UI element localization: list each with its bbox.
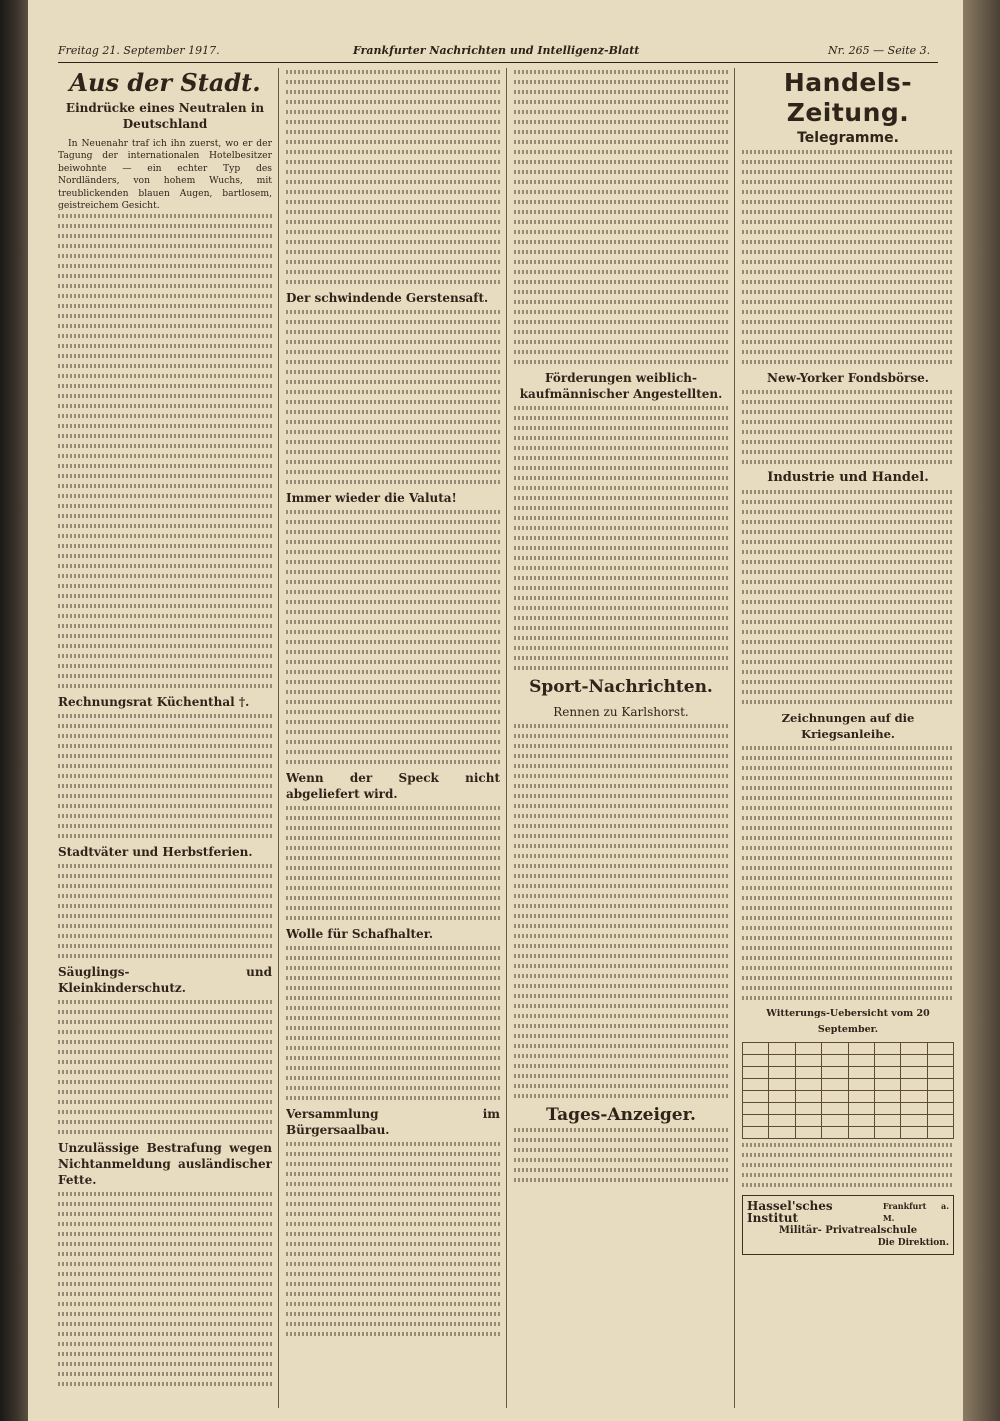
subhead-valuta: Immer wieder die Valuta! xyxy=(286,491,457,505)
kriegsanleihe-heading: Zeichnungen auf die Kriegsanleihe. xyxy=(781,711,915,741)
column-2 xyxy=(286,68,500,1408)
witterung-heading: Witterungs-Uebersicht vom 20 September. xyxy=(766,1008,930,1035)
body-text-15 xyxy=(514,1128,728,1182)
adjacent-page-fragment xyxy=(0,40,26,1400)
subhead-bestrafung: Unzulässige Bestrafung wegen Nichtanmeldung ausländischer Fette. xyxy=(58,1141,272,1188)
body-text-11 xyxy=(286,1142,500,1336)
subhead-wolle: Wolle für Schafhalter. xyxy=(286,927,434,941)
body-text-5 xyxy=(58,1192,272,1386)
article-lead: In Neuenahr traf ich ihn zuerst, wo er der Tagung der internationalen Hotelbesitzer beiwohnte — ein echter Typ des Nordländers, von hohem Wuchs, mit treublickenden blauen Augen, bartlosem, geistreichem Gesicht. xyxy=(58,138,272,212)
newspaper-page xyxy=(28,0,963,1421)
body-text-17 xyxy=(742,490,954,704)
subhead-kuechenthal: Rechnungsrat Küchenthal †. xyxy=(58,695,250,710)
section-title: Aus der Stadt. xyxy=(69,68,261,97)
fondsboerse-heading: New-Yorker Fondsbörse. xyxy=(767,371,929,385)
body-text-14 xyxy=(514,724,728,1098)
column-1 xyxy=(58,68,272,1408)
column-4 xyxy=(742,68,954,1408)
column-3 xyxy=(514,68,728,1408)
page-header xyxy=(58,44,938,62)
column-divider xyxy=(278,68,279,1408)
page-edge xyxy=(963,0,1000,1421)
ad-direction: Die Direktion. xyxy=(877,1238,949,1249)
body-text-3 xyxy=(58,864,272,958)
body-text-8 xyxy=(286,510,500,764)
header-date: Freitag 21. September 1917. xyxy=(58,44,220,57)
industrie-heading: Industrie und Handel. xyxy=(767,470,929,485)
weather-table xyxy=(742,1042,954,1139)
body-text-2 xyxy=(58,714,272,838)
body-text-7 xyxy=(286,310,500,484)
subhead-speck: Wenn der Speck nicht abgeliefert wird. xyxy=(286,771,500,801)
body-text-19 xyxy=(742,1143,954,1187)
body-text-6 xyxy=(286,70,500,284)
body-text-9 xyxy=(286,806,500,920)
body-text-18 xyxy=(742,746,954,1000)
subhead-herbstferien: Stadtväter und Herbstferien. xyxy=(58,845,253,860)
article-headline: Eindrücke eines Neutralen in Deutschland xyxy=(65,101,265,131)
subhead-saeuglingsschutz: Säuglings- und Kleinkinderschutz. xyxy=(58,965,272,996)
tages-anzeiger-title: Tages-Anzeiger. xyxy=(546,1105,696,1125)
body-text xyxy=(58,214,272,688)
ad-title: Hassel'sches Institut xyxy=(747,1199,833,1226)
body-text-16 xyxy=(742,150,954,364)
header-page-number: Nr. 265 — Seite 3. xyxy=(828,44,931,57)
body-text-10 xyxy=(286,946,500,1100)
column-divider-2 xyxy=(506,68,507,1408)
subhead-gerstensaft: Der schwindende Gerstensaft. xyxy=(286,291,489,305)
handels-zeitung-title: Handels-Zeitung. xyxy=(783,68,913,127)
stock-table xyxy=(742,390,954,464)
sport-subtitle: Rennen zu Karlshorst. xyxy=(553,705,689,719)
header-masthead: Frankfurter Nachrichten und Intelligenz-Blatt xyxy=(353,44,640,57)
body-text-12 xyxy=(514,70,728,364)
subhead-versammlung: Versammlung im Bürgersaalbau. xyxy=(286,1107,500,1137)
advertisement-box xyxy=(742,1195,954,1255)
body-text-4 xyxy=(58,1000,272,1134)
body-text-13 xyxy=(514,406,728,670)
telegramme-subtitle: Telegramme. xyxy=(797,130,899,146)
header-rule xyxy=(58,62,938,63)
sport-section-title: Sport-Nachrichten. xyxy=(529,677,713,697)
column-divider-3 xyxy=(734,68,735,1408)
ad-location: Frankfurt a. M. xyxy=(882,1201,949,1224)
ad-subtitle: Militär- Privatrealschule xyxy=(778,1224,918,1236)
subhead-angestellte: Förderungen weiblich-kaufmännischer Angestellten. xyxy=(519,371,723,401)
